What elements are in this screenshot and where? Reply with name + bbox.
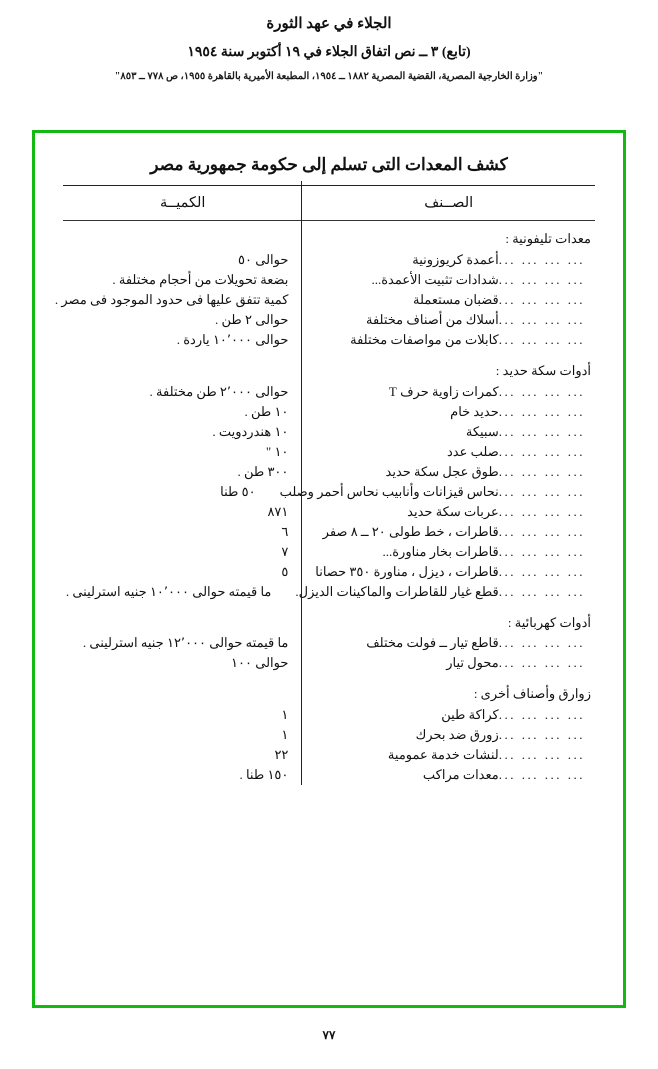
leader-dots: ... ... ... ...: [498, 767, 585, 783]
table-section-heading: [63, 684, 595, 705]
item-label: شدادات تثبيت الأعمدة...: [371, 271, 499, 287]
table-row: [63, 562, 595, 582]
leader-dots: ... ... ... ...: [498, 251, 585, 267]
table-row: [54, 290, 595, 310]
quantity-value: حوالى ٢ طن .: [215, 311, 289, 327]
item-label: قاطع تيار ــ فولت مختلف: [366, 635, 499, 651]
leader-dots: ... ... ... ...: [498, 291, 585, 307]
leader-dots: ... ... ... ...: [498, 655, 585, 671]
table-row: [63, 522, 595, 542]
quantity-value: حوالى ١٠٠: [231, 655, 289, 671]
quantity-value: ٥٠ طنا: [220, 483, 256, 499]
leader-dots: ... ... ... ...: [498, 747, 585, 763]
leader-dots: ... ... ... ...: [498, 543, 585, 559]
leader-dots: ... ... ... ...: [498, 483, 585, 499]
quantity-value: حوالى ٥٠: [238, 251, 289, 267]
table-row: [63, 382, 595, 402]
document-subtitle: (تابع) ٣ ــ نص اتفاق الجلاء في ١٩ أكتوبر سنة ١٩٥٤: [187, 45, 471, 60]
column-header-quantity: الكميــة: [159, 194, 206, 211]
quantity-value: ٦: [281, 523, 289, 539]
quantity-value: ٢٢: [274, 747, 289, 763]
table-row: [63, 422, 595, 442]
table-row: [63, 633, 595, 653]
quantity-value: ١٠ طن .: [244, 403, 289, 419]
leader-dots: ... ... ... ...: [498, 403, 585, 419]
quantity-value: ١: [281, 727, 289, 743]
item-label: محول تيار: [446, 655, 499, 671]
item-label: أعمدة كريوزونية: [412, 251, 499, 267]
item-label: قاطرات ، ديزل ، مناورة ٣٥٠ حصانا: [315, 563, 499, 579]
table-row: [63, 310, 595, 330]
item-label: قضبان مستعملة: [413, 291, 499, 307]
quantity-value: حوالى ٢٬٠٠٠ طن مختلفة .: [149, 383, 289, 399]
quantity-value: كمية تتفق عليها فى حدود الموجود فى مصر .: [54, 291, 289, 307]
quantity-value: ١٠ ": [265, 443, 289, 459]
row-spacer: [63, 602, 595, 613]
item-label: قطع غيار للقاطرات والماكينات الديزل.: [295, 583, 499, 599]
table-frame: [32, 130, 626, 1008]
item-label: صلب عدد: [447, 443, 499, 459]
table-row: [63, 725, 595, 745]
table-row: [63, 542, 595, 562]
table-body: [54, 221, 595, 785]
quantity-value: ما قيمته حوالى ١٢٬٠٠٠ جنيه استرلينى .: [82, 635, 289, 651]
item-label: طوق عجل سكة حديد: [385, 463, 499, 479]
leader-dots: ... ... ... ...: [498, 383, 585, 399]
table-row: [63, 330, 595, 350]
leader-dots: ... ... ... ...: [498, 331, 585, 347]
quantity-value: ١٥٠ طنا .: [239, 767, 289, 783]
item-label: حديد خام: [450, 403, 499, 419]
quantity-value: حوالى ١٠٬٠٠٠ ياردة .: [176, 331, 289, 347]
document-title: الجلاء في عهد الثورة: [266, 16, 392, 32]
table-section-heading: [63, 229, 595, 250]
item-label: معدات مراكب: [422, 767, 499, 783]
table-row: [63, 402, 595, 422]
table-row: [63, 482, 595, 502]
table-section-heading: [63, 613, 595, 634]
leader-dots: ... ... ... ...: [498, 443, 585, 459]
quantity-value: ٧: [281, 543, 289, 559]
page-number: ٧٧: [322, 1028, 336, 1042]
leader-dots: ... ... ... ...: [498, 635, 585, 651]
section-heading-label: أدوات سكة حديد :: [495, 362, 591, 378]
section-heading-label: زوارق وأصناف أخرى :: [473, 686, 591, 702]
item-label: قاطرات ، خط طولى ٢٠ ــ ٨ صفر: [322, 523, 499, 539]
table-row: [63, 442, 595, 462]
leader-dots: ... ... ... ...: [498, 503, 585, 519]
leader-dots: ... ... ... ...: [498, 707, 585, 723]
quantity-value: ما قيمته حوالى ١٠٬٠٠٠ جنيه استرلينى .: [65, 583, 272, 599]
item-label: نحاس قيزانات وأنابيب نحاس أحمر وصلب: [279, 483, 499, 499]
item-label: لنشات خدمة عمومية: [387, 747, 499, 763]
table-row: [63, 250, 595, 270]
row-spacer: [63, 673, 595, 684]
table-row: [63, 765, 595, 785]
section-heading-label: أدوات كهربائية :: [507, 614, 591, 630]
item-label: كمرات زاوية حرف T: [388, 383, 499, 399]
item-label: أسلاك من أصناف مختلفة: [366, 311, 499, 327]
table-row: [63, 502, 595, 522]
leader-dots: ... ... ... ...: [498, 727, 585, 743]
table-row: [63, 745, 595, 765]
leader-dots: ... ... ... ...: [498, 523, 585, 539]
item-label: سبيكة: [465, 423, 499, 439]
table-row: [63, 653, 595, 673]
table-header-row: [63, 186, 595, 220]
leader-dots: ... ... ... ...: [498, 271, 585, 287]
item-label: كابلات من مواصفات مختلفة: [350, 331, 499, 347]
item-label: قاطرات بخار مناورة...: [382, 543, 499, 559]
quantity-value: ٣٠٠ طن .: [237, 463, 289, 479]
leader-dots: ... ... ... ...: [498, 463, 585, 479]
leader-dots: ... ... ... ...: [498, 563, 585, 579]
item-label: زورق ضد بحرك: [415, 727, 499, 743]
quantity-value: ١٠ هندردويت .: [212, 423, 289, 439]
document-source-note: "وزارة الخارجية المصرية، القضية المصرية ١٨٨٢ ــ ١٩٥٤، المطبعة الأميرية بالقاهرة ١٩٥٥، ص ٧٧٨ ــ ٨٥٣": [114, 71, 544, 82]
item-label: عربات سكة حديد: [407, 503, 499, 519]
quantity-value: بضعة تحويلات من أحجام مختلفة .: [112, 271, 289, 287]
table-row: [63, 705, 595, 725]
table-row: [63, 462, 595, 482]
table-row: [63, 270, 595, 290]
table-title: كشف المعدات التى تسلم إلى حكومة جمهورية مصر: [150, 155, 508, 174]
table-row: [63, 582, 595, 602]
leader-dots: ... ... ... ...: [498, 583, 585, 599]
leader-dots: ... ... ... ...: [498, 311, 585, 327]
section-heading-label: معدات تليفونية :: [505, 231, 591, 246]
column-header-item: الصــنف: [424, 194, 474, 211]
table-frame-inner: [39, 137, 619, 1001]
page-header: [0, 0, 658, 82]
quantity-value: ٨٧١: [267, 503, 289, 519]
quantity-value: ٥: [281, 563, 289, 579]
item-label: كراكة طين: [441, 707, 499, 723]
leader-dots: ... ... ... ...: [498, 423, 585, 439]
column-divider: [301, 181, 302, 785]
table-section-heading: [63, 361, 595, 382]
row-spacer: [63, 350, 595, 361]
quantity-value: ١: [281, 707, 289, 723]
